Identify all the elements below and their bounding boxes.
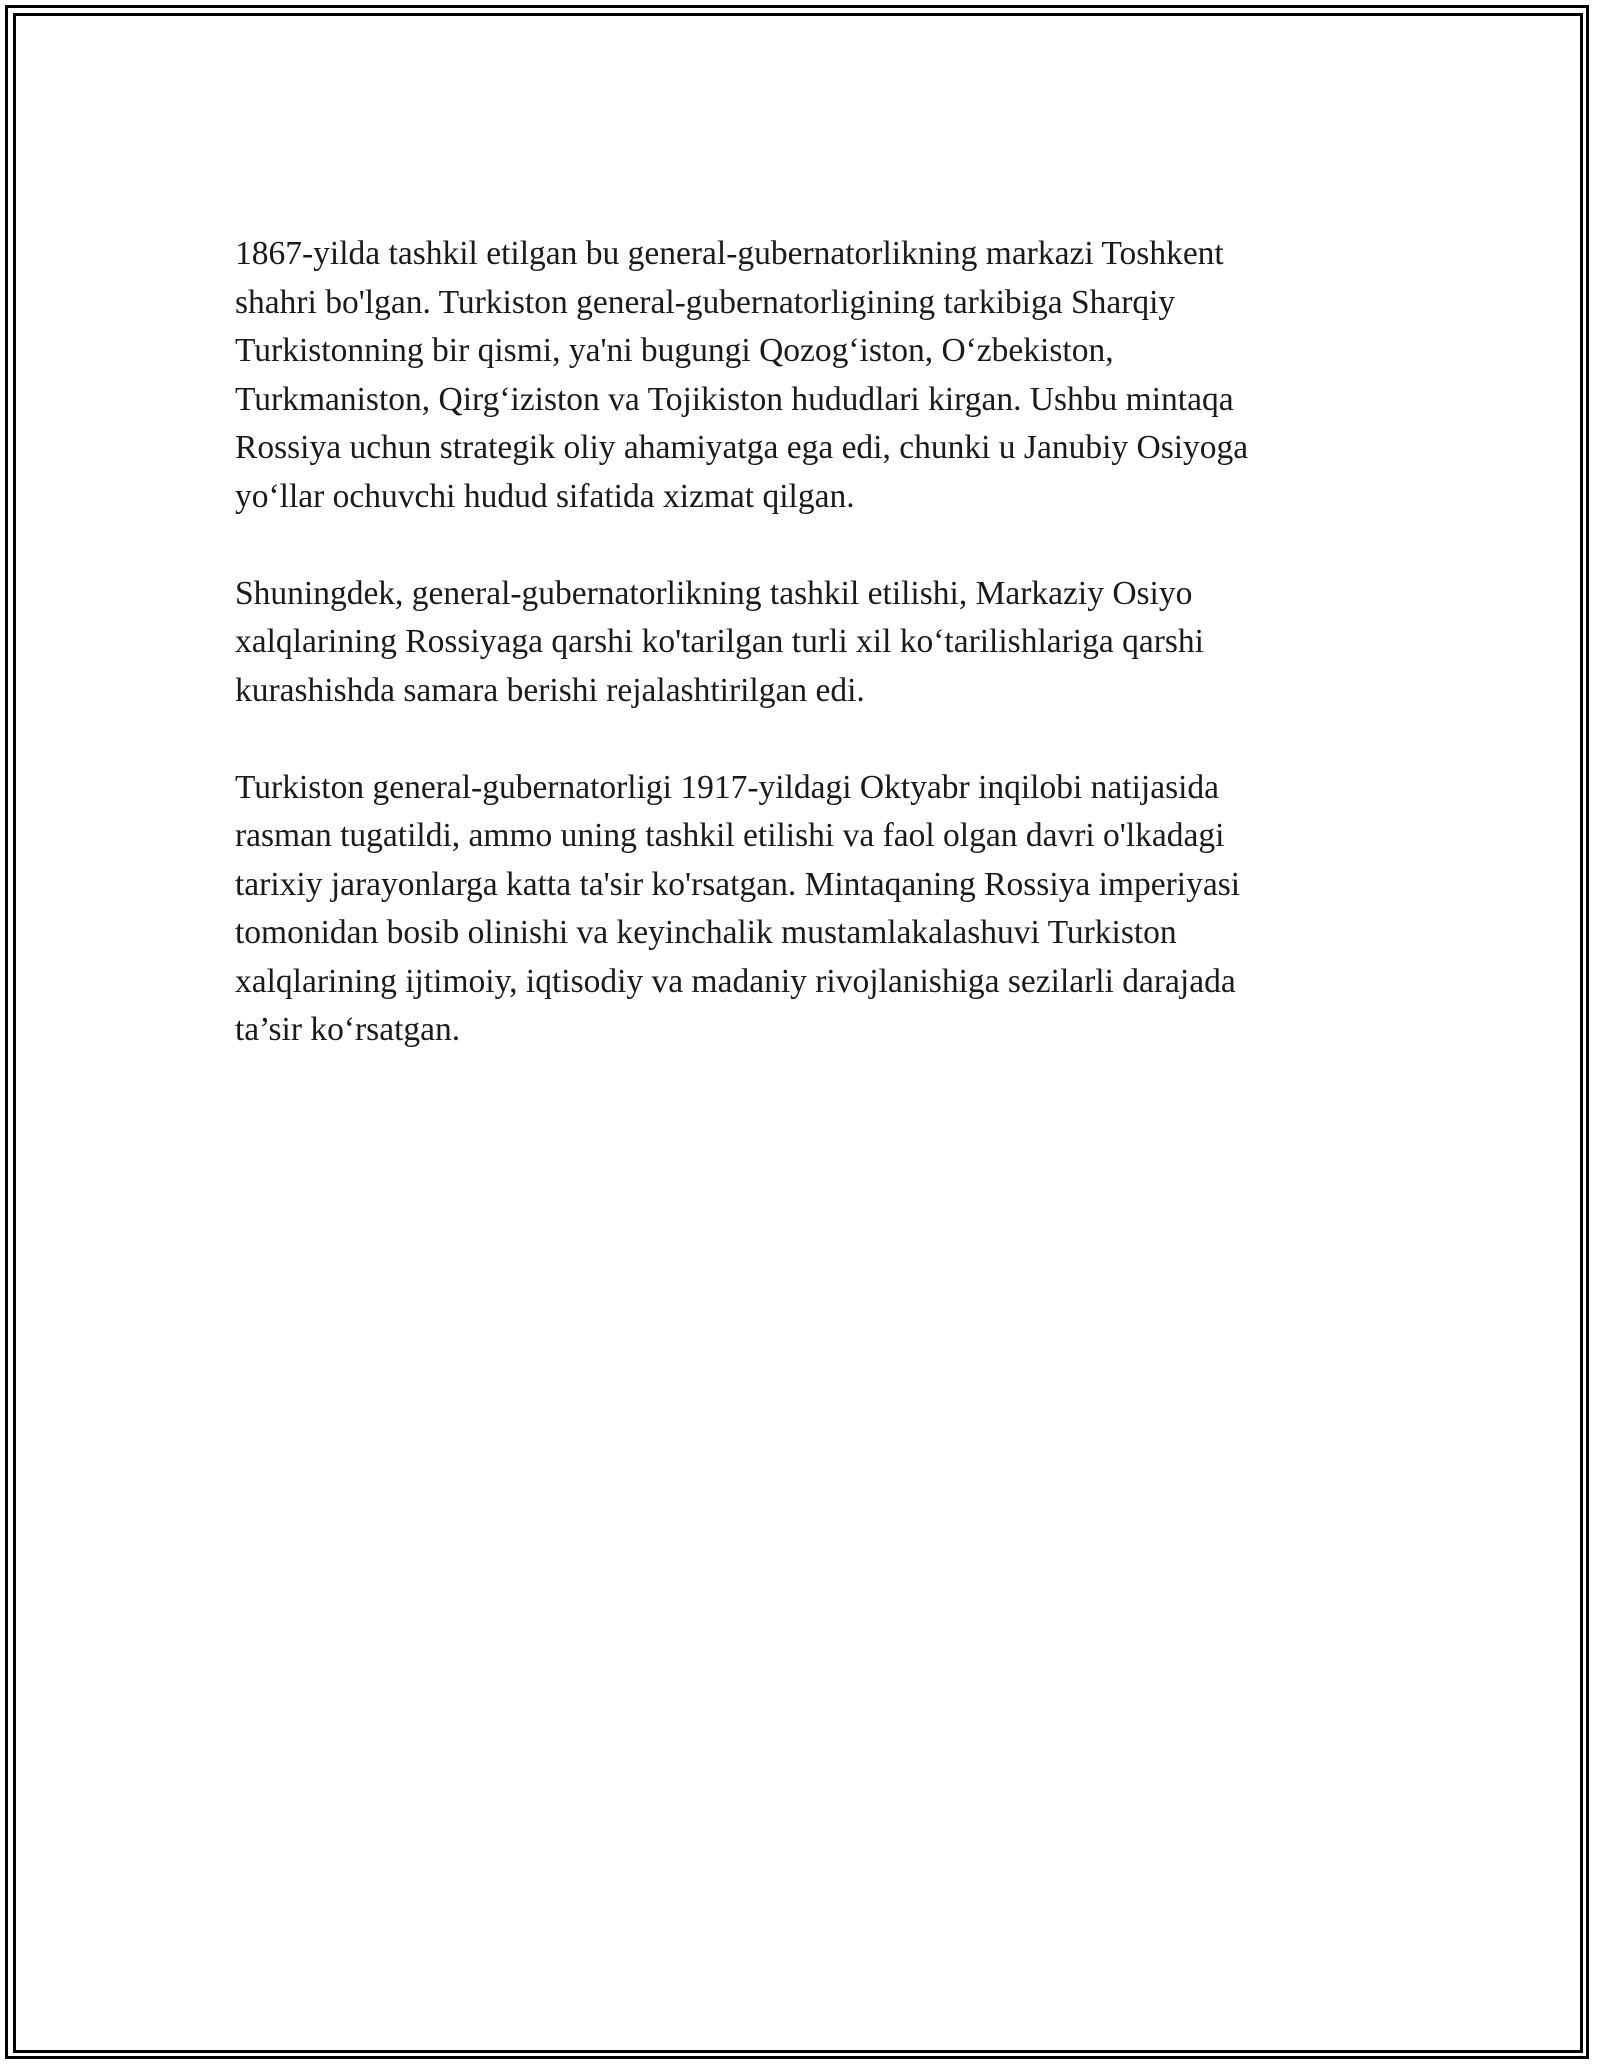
text-line: tarixiy jarayonlarga katta ta'sir ko'rsatgan. Mintaqaning Rossiya imperiyasi — [235, 865, 1241, 903]
text-line: shahri bo'lgan. Turkiston general-gubernatorligining tarkibiga Sharqiy — [235, 283, 1176, 321]
text-line: Shuningdek, general-gubernatorlikning tashkil etilishi, Markaziy Osiyo — [235, 574, 1193, 612]
text-line: Rossiya uchun strategik oliy ahamiyatga ega edi, chunki u Janubiy Osiyoga — [235, 429, 1249, 466]
paragraph-3 — [235, 764, 1365, 1055]
text-line: Turkiston general-gubernatorligi 1917-yildagi Oktyabr inqilobi natijasida — [235, 768, 1220, 806]
document-body — [235, 230, 1365, 1103]
text-line: Turkmaniston, Qirg‘iziston va Tojikiston hududlari kirgan. Ushbu mintaqa — [235, 380, 1234, 418]
text-line: 1867-yilda tashkil etilgan bu general-gubernatorlikning markazi Toshkent — [235, 235, 1224, 272]
text-line: ta’sir ko‘rsatgan. — [235, 1011, 461, 1048]
text-line: rasman tugatildi, ammo uning tashkil etilishi va faol olgan davri o'lkadagi — [235, 817, 1225, 854]
text-line: kurashishda samara berishi rejalashtirilgan edi. — [235, 671, 865, 709]
text-line: tomonidan bosib olinishi va keyinchalik mustamlakalashuvi Turkiston — [235, 914, 1177, 951]
text-line: yo‘llar ochuvchi hudud sifatida xizmat qilgan. — [235, 477, 855, 515]
paragraph-1 — [235, 230, 1365, 521]
text-line: xalqlarining ijtimoiy, iqtisodiy va madaniy rivojlanishiga sezilarli darajada — [235, 962, 1236, 1000]
text-line: Turkistonning bir qismi, ya'ni bugungi Qozog‘iston, O‘zbekiston, — [235, 332, 1114, 369]
paragraph-2 — [235, 570, 1365, 716]
text-line: xalqlarining Rossiyaga qarshi ko'tarilgan turli xil ko‘tarilishlariga qarshi — [235, 623, 1204, 660]
